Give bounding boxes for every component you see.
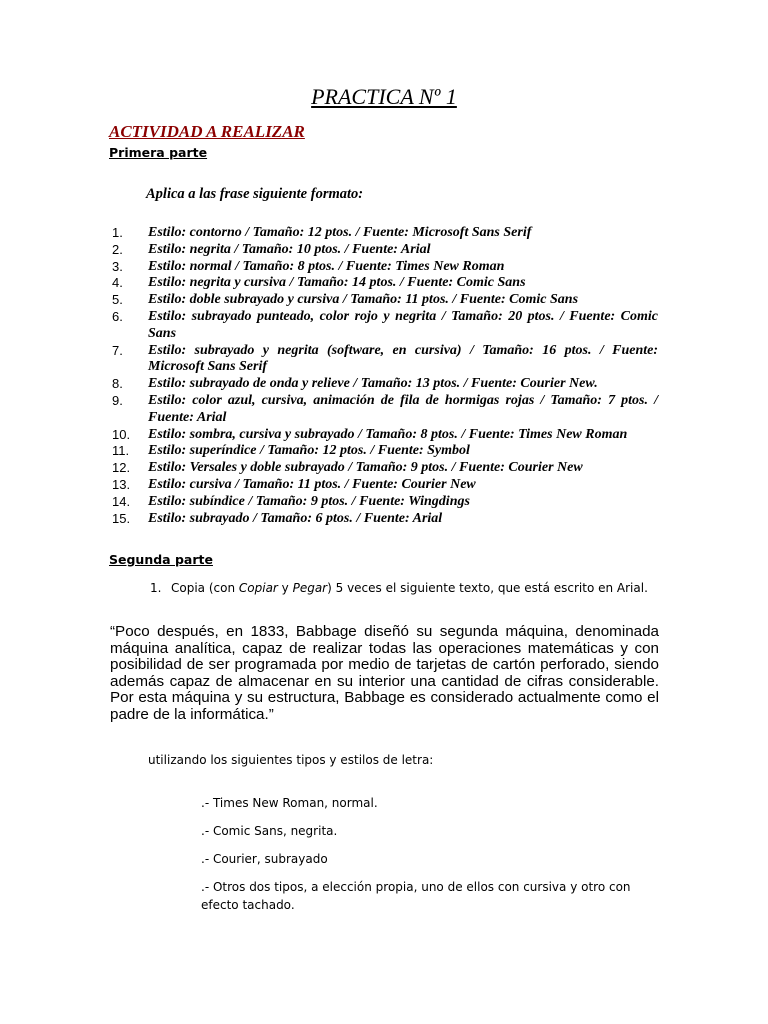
list-item-number: 3. bbox=[112, 258, 123, 274]
list-item bbox=[0, 460, 658, 477]
font-option: .- Courier, subrayado bbox=[201, 852, 328, 866]
list-item-number: 7. bbox=[112, 342, 123, 358]
font-styles-intro: utilizando los siguientes tipos y estilos de letra: bbox=[148, 753, 434, 767]
list-item bbox=[0, 275, 658, 292]
font-option: .- Times New Roman, normal. bbox=[201, 796, 378, 810]
part-one-heading: Primera parte bbox=[109, 145, 208, 160]
activity-heading: ACTIVIDAD A REALIZAR bbox=[109, 122, 305, 141]
list-item-text: Estilo: subíndice / Tamaño: 9 ptos. / Fuente: Wingdings bbox=[148, 493, 470, 509]
list-item-text: Estilo: subrayado de onda y relieve / Tamaño: 13 ptos. / Fuente: Courier New. bbox=[148, 376, 598, 392]
copy-step-text-part: Copia (con bbox=[171, 581, 239, 595]
babbage-quote: “Poco después, en 1833, Babbage diseñó su segunda máquina, denominada máquina analítica, capaz de realizar todas las operaciones matemáticas y con posibilidad de ser programada por medio de tarjetas de cartón perforado, siendo además capaz de almacenar en su interior una cantidad de cifras considerable. Por esta máquina y su estructura, Babbage es considerado actualmente como el padre de la informática.” bbox=[110, 623, 659, 723]
list-item bbox=[0, 292, 658, 309]
copy-step-pegar: Pegar bbox=[292, 581, 328, 595]
copy-step-text-part: y bbox=[277, 581, 293, 595]
list-item bbox=[0, 242, 658, 259]
page-title: PRACTICA Nº 1 bbox=[311, 84, 457, 109]
list-item-number: 5. bbox=[112, 292, 123, 308]
list-item-number: 8. bbox=[112, 376, 123, 392]
list-item-text: Estilo: subrayado punteado, color rojo y negrita / Tamaño: 20 ptos. / Fuente: Comic Sans bbox=[148, 308, 658, 341]
copy-step-number: 1. bbox=[150, 581, 162, 595]
list-item bbox=[0, 309, 658, 343]
list-item bbox=[0, 511, 658, 528]
list-item bbox=[0, 427, 658, 444]
list-item-text: Estilo: color azul, cursiva, animación de fila de hormigas rojas / Tamaño: 7 ptos. / Fuente: Arial bbox=[148, 392, 658, 425]
list-item-number: 11. bbox=[112, 443, 130, 459]
list-item-text: Estilo: Versales y doble subrayado / Tamaño: 9 ptos. / Fuente: Courier New bbox=[148, 460, 583, 476]
font-option: .- Otros dos tipos, a elección propia, uno de ellos con cursiva y otro con efecto tachado. bbox=[201, 880, 631, 912]
list-item bbox=[0, 343, 658, 377]
list-item-number: 12. bbox=[112, 460, 131, 476]
list-item bbox=[0, 225, 658, 242]
format-styles-list bbox=[0, 225, 768, 527]
copy-step-copiar: Copiar bbox=[238, 581, 278, 595]
list-item bbox=[0, 443, 658, 460]
list-item bbox=[0, 259, 658, 276]
list-item-number: 4. bbox=[112, 275, 123, 291]
list-item bbox=[0, 477, 658, 494]
list-item-number: 9. bbox=[112, 392, 123, 408]
copy-step-text-part: ) 5 veces el siguiente texto, que está escrito en Arial. bbox=[327, 581, 648, 595]
list-item-text: Estilo: cursiva / Tamaño: 11 ptos. / Fuente: Courier New bbox=[148, 476, 476, 492]
part-one-intro: Aplica a las frase siguiente formato: bbox=[146, 186, 364, 202]
list-item-text: Estilo: negrita y cursiva / Tamaño: 14 ptos. / Fuente: Comic Sans bbox=[148, 275, 526, 291]
font-option: .- Comic Sans, negrita. bbox=[201, 824, 338, 838]
list-item bbox=[0, 393, 658, 427]
list-item-text: Estilo: subrayado y negrita (software, en cursiva) / Tamaño: 16 ptos. / Fuente: Microsoft Sans Serif bbox=[148, 342, 658, 375]
list-item bbox=[0, 494, 658, 511]
list-item-text: Estilo: subrayado / Tamaño: 6 ptos. / Fuente: Arial bbox=[148, 510, 443, 526]
list-item-text: Estilo: normal / Tamaño: 8 ptos. / Fuente: Times New Roman bbox=[148, 258, 505, 274]
list-item-text: Estilo: contorno / Tamaño: 12 ptos. / Fuente: Microsoft Sans Serif bbox=[148, 225, 532, 240]
list-item-number: 6. bbox=[112, 308, 123, 324]
list-item-number: 14. bbox=[112, 493, 131, 509]
list-item-number: 10. bbox=[112, 426, 131, 442]
list-item-number: 15. bbox=[112, 510, 131, 526]
part-two-heading: Segunda parte bbox=[109, 552, 213, 567]
copy-step-text bbox=[171, 580, 648, 596]
list-item-number: 13. bbox=[112, 476, 131, 492]
list-item-text: Estilo: doble subrayado y cursiva / Tamaño: 11 ptos. / Fuente: Comic Sans bbox=[148, 292, 579, 308]
list-item-text: Estilo: negrita / Tamaño: 10 ptos. / Fuente: Arial bbox=[148, 241, 431, 257]
list-item-number: 2. bbox=[112, 241, 123, 257]
list-item-text: Estilo: sombra, cursiva y subrayado / Tamaño: 8 ptos. / Fuente: Times New Roman bbox=[148, 426, 628, 442]
list-item bbox=[0, 376, 658, 393]
list-item-number: 1. bbox=[112, 225, 123, 240]
list-item-text: Estilo: superíndice / Tamaño: 12 ptos. / Fuente: Symbol bbox=[148, 443, 470, 459]
